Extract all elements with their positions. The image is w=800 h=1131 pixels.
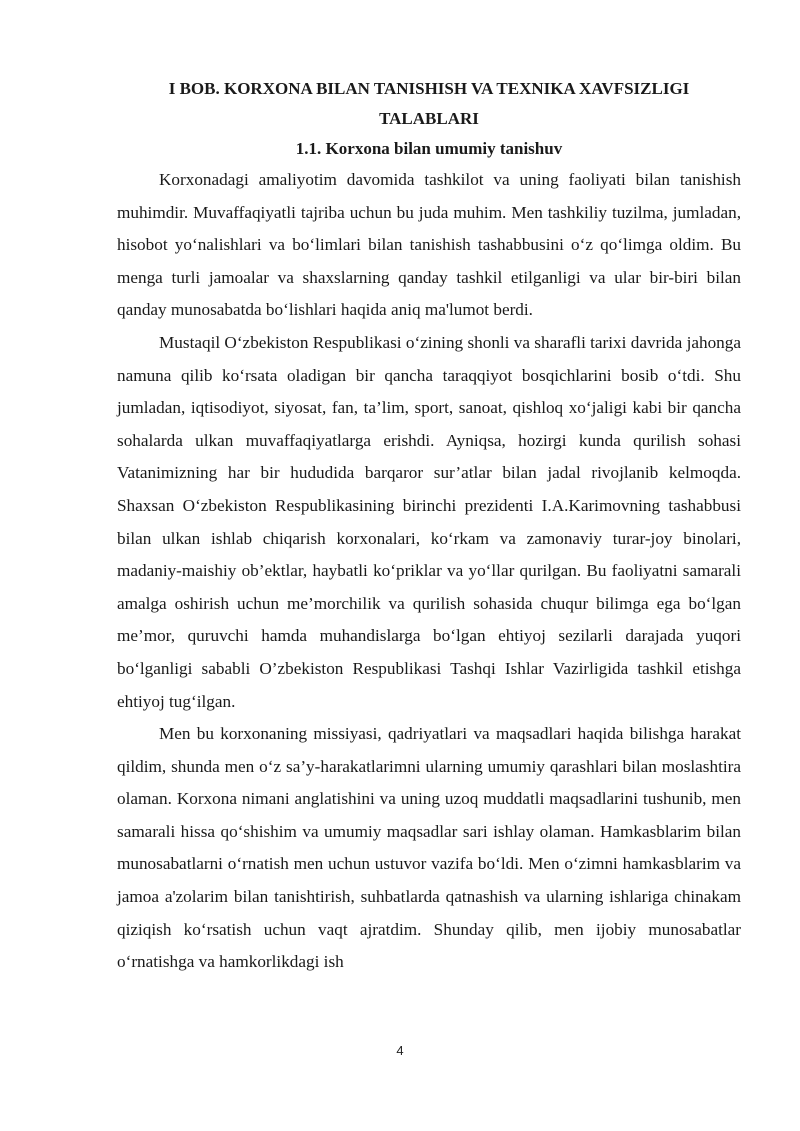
- paragraph-2: Mustaqil O‘zbekiston Respublikasi o‘zining shonli va sharafli tarixi davrida jahonga namuna qilib ko‘rsata oladigan bir qancha taraqqiyot bosqichlarini bosib o‘tdi. Shu jumladan, iqtisodiyot, siyosat, fan, ta’lim, sport, sanoat, qishloq xo‘jaligi kabi bir qancha sohalarda ulkan muvaffaqiyatlarga erishdi. Ayniqsa, hozirgi kunda qurilish sohasi Vatanimizning har bir hududida barqaror sur’atlar bilan jadal rivojlanib kelmoqda. Shaxsan O‘zbekiston Respublikasining birinchi prezidenti I.A.Karimovning tashabbusi bilan ulkan ishlab chiqarish korxonalari, ko‘rkam va zamonaviy turar-joy binolari, madaniy-maishiy ob’ektlar, haybatli ko‘priklar va yo‘llar qurilgan. Bu faoliyatni samarali amalga oshirish uchun me’morchilik va qurilish sohasida chuqur bilimga ega bo‘lgan me’mor, quruvchi hamda muhandislarga bo‘lgan ehtiyoj sezilarli darajada yuqori bo‘lganligi sababli O’zbekiston Respublikasi Tashqi Ishlar Vazirligida tashkil etishga ehtiyoj tug‘ilgan.: [117, 332, 741, 711]
- chapter-title: I BOB. KORXONA BILAN TANISHISH VA TEXNIKA XAVFSIZLIGI TALABLARI: [168, 79, 690, 128]
- paragraph-1: Korxonadagi amaliyotim davomida tashkilot va uning faoliyati bilan tanishish muhimdir. Muvaffaqiyatli tajriba uchun bu juda muhim. Men tashkiliy tuzilma, jumladan, hisobot yo‘nalishlari va bo‘limlari bilan tanishish tashabbusini o‘z qo‘limga oldim. Bu menga turli jamoalar va shaxslarning qanday tashkil etilganligi va ular bir-biri bilan qanday munosabatda bo‘lishlari haqida aniq ma'lumot berdi.: [117, 170, 741, 320]
- section-title: 1.1. Korxona bilan umumiy tanishuv: [295, 139, 563, 158]
- page-number: 4: [396, 1043, 404, 1058]
- page-content: [117, 74, 741, 979]
- paragraph-3: Men bu korxonaning missiyasi, qadriyatlari va maqsadlari haqida bilishga harakat qildim, shunda men o‘z sa’y-harakatlarimni ularning umumiy qarashlari bilan moslashtira olaman. Korxona nimani anglatishini va uning uzoq muddatli maqsadlarini tushunib, men samarali hissa qo‘shishim va umumiy maqsadlar sari ishlay olaman. Hamkasblarim bilan munosabatlarni o‘rnatish men uchun ustuvor vazifa bo‘ldi. Men o‘zimni hamkasblarim va jamoa a'zolarim bilan tanishtirish, suhbatlarda qatnashish va ularning ishlariga chinakam qiziqish ko‘rsatish uchun vaqt ajratdim. Shunday qilib, men ijobiy munosabatlar o‘rnatishga va hamkorlikdagi ish: [117, 724, 741, 972]
